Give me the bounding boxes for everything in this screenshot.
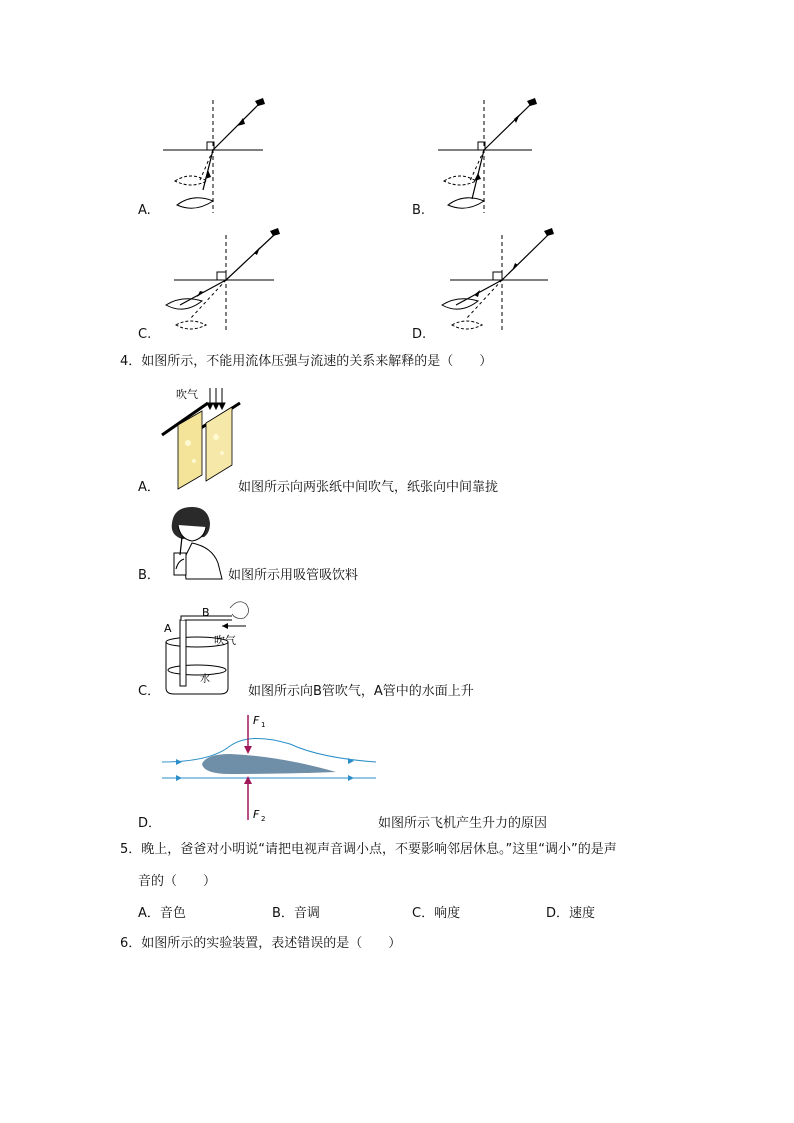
q4-option-b-label: B． — [138, 568, 160, 583]
q5-choice-a: A．音色 — [138, 906, 186, 921]
q3-option-c-label: C. — [138, 327, 152, 342]
q4-figure-c-tubes — [160, 598, 260, 698]
q4-figure-d-f2-sub: 2 — [261, 815, 266, 823]
q4-figure-c-b-label: B — [202, 606, 210, 619]
q4-option-c-label: C． — [138, 684, 161, 699]
q4-figure-d-airfoil — [160, 710, 380, 825]
q4-option-a-caption: 如图所示向两张纸中间吹气，纸张向中间靠拢 — [238, 480, 499, 495]
q4-option-b-caption: 如图所示用吸管吸饮料 — [228, 568, 359, 583]
q4-figure-a-paper — [160, 383, 245, 493]
q4-option-d-caption: 如图所示飞机产生升力的原因 — [378, 816, 548, 831]
q4-figure-c-blow-label: 吹气 — [214, 634, 236, 647]
q5-choice-b: B．音调 — [272, 906, 320, 921]
q3-figure-d — [438, 225, 563, 335]
q6-stem: 6．如图所示的实验装置，表述错误的是（ ） — [120, 936, 402, 951]
q5-stem-line2: 音的（ ） — [138, 874, 217, 889]
q5-choice-d: D．速度 — [546, 906, 596, 921]
q4-option-c-caption: 如图所示向B管吹气，A管中的水面上升 — [248, 684, 474, 699]
q3-option-b-label: B. — [412, 203, 426, 218]
q4-figure-d-f1-label: F — [253, 714, 260, 727]
q3-figure-a — [155, 95, 275, 215]
q4-figure-d-f2-label: F — [253, 808, 260, 821]
q4-option-a-label: A． — [138, 480, 160, 495]
q3-option-a-label: A. — [138, 203, 151, 218]
q4-figure-a-blow-label: 吹气 — [176, 388, 198, 401]
q4-figure-b-straw — [162, 503, 230, 581]
q3-figure-c — [160, 225, 285, 335]
q3-option-d-label: D. — [412, 327, 427, 342]
q5-choice-c: C．响度 — [412, 906, 461, 921]
q4-figure-c-a-label: A — [164, 622, 172, 635]
q4-figure-d-f1-sub: 1 — [261, 721, 266, 729]
q4-stem: 4．如图所示，不能用流体压强与流速的关系来解释的是（ ） — [120, 354, 493, 369]
q4-figure-c-water-label: 水 — [200, 674, 210, 685]
q5-stem-line1: 5．晚上，爸爸对小明说“请把电视声音调小点，不要影响邻居休息。”这里“调小”的是声 — [120, 842, 617, 857]
q4-option-d-label: D． — [138, 816, 162, 831]
q3-figure-b — [430, 95, 550, 215]
